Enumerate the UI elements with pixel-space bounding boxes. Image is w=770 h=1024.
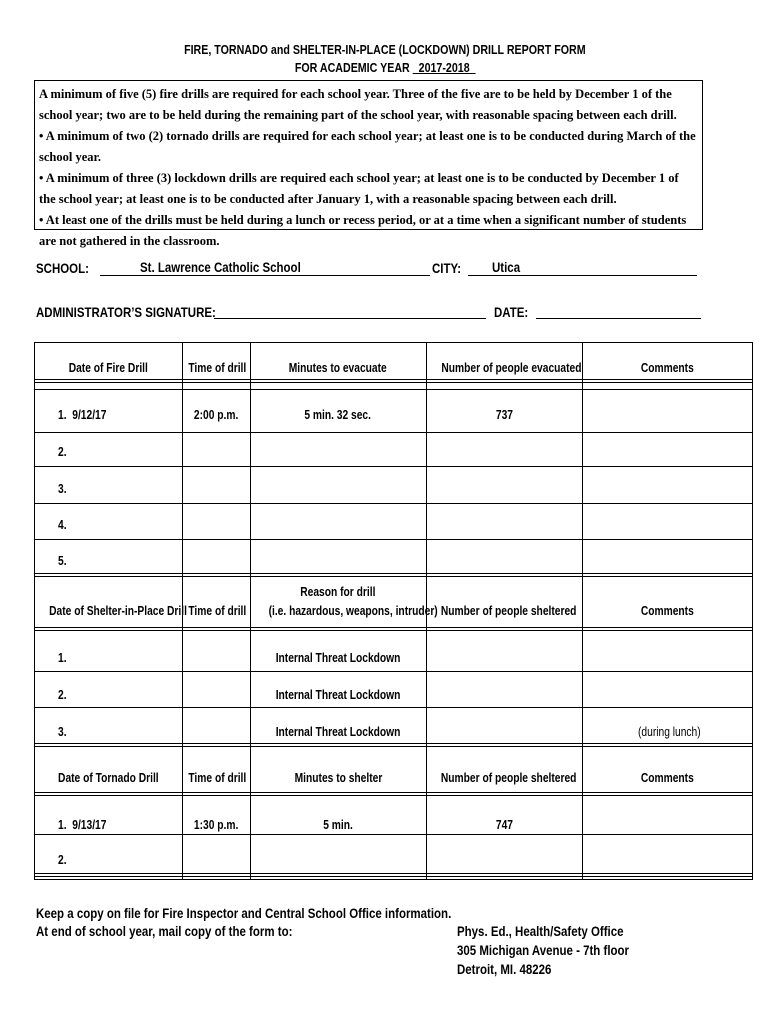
school-field[interactable] xyxy=(100,275,430,276)
footer-mail-instruction: At end of school year, mail copy of the form to: xyxy=(36,923,293,939)
fire-header-date: Date of Fire Drill xyxy=(68,361,148,375)
address-line-3: Detroit, MI. 48226 xyxy=(457,961,552,977)
fire-row-2-date[interactable]: 2. xyxy=(58,445,67,459)
academic-year-line xyxy=(0,60,770,75)
divider xyxy=(34,503,753,504)
mailing-address xyxy=(457,922,667,979)
shelter-row-3-reason[interactable]: Internal Threat Lockdown xyxy=(275,725,401,739)
requirement-fire: A minimum of five (5) fire drills are required for each school year. Three of the five are to be held by December 1 of the school year; two are to be held during the remaining part of the school year, with reasonable spacing between each drill. xyxy=(39,87,677,122)
divider xyxy=(34,671,753,672)
divider xyxy=(34,466,753,467)
fire-row-1-time[interactable]: 2:00 p.m. xyxy=(193,408,239,422)
school-value: St. Lawrence Catholic School xyxy=(140,259,301,275)
school-label: SCHOOL: xyxy=(36,260,89,276)
tornado-header-date: Date of Tornado Drill xyxy=(57,771,159,785)
tornado-row-1-date[interactable]: 1. 9/13/17 xyxy=(58,818,107,832)
fire-row-5-date[interactable]: 5. xyxy=(58,554,67,568)
fire-header-minutes: Minutes to evacuate xyxy=(289,361,387,375)
fire-row-1-comments[interactable] xyxy=(582,408,753,422)
divider xyxy=(34,379,753,383)
divider xyxy=(34,573,753,577)
shelter-header-date: Date of Shelter-in-Place Drill xyxy=(49,604,187,618)
divider xyxy=(34,834,753,835)
tornado-row-1-time[interactable]: 1:30 p.m. xyxy=(193,818,239,832)
fire-row-1-minutes[interactable]: 5 min. 32 sec. xyxy=(304,408,372,422)
academic-year-label: FOR ACADEMIC YEAR xyxy=(294,60,410,75)
address-line-1: Phys. Ed., Health/Safety Office xyxy=(457,923,624,939)
shelter-header-reason-examples: (i.e. hazardous, weapons, intruder) xyxy=(268,604,438,618)
city-label: CITY: xyxy=(432,260,462,276)
date-label: DATE: xyxy=(494,304,529,320)
fire-row-1-date[interactable]: 1. 9/12/17 xyxy=(58,408,107,422)
requirement-lockdown: • A minimum of three (3) lockdown drills are required each school year; at least one is to be conducted by December 1 of the school year; at least one is to be conducted after January 1, with a reasonable spacing between each drill. xyxy=(39,171,679,206)
shelter-row-1-reason[interactable]: Internal Threat Lockdown xyxy=(275,651,401,665)
fire-header-time: Time of drill xyxy=(188,361,247,375)
tornado-header-comments: Comments xyxy=(641,771,694,785)
shelter-row-1-date[interactable]: 1. xyxy=(58,651,67,665)
shelter-row-3-date[interactable]: 3. xyxy=(58,725,67,739)
fire-row-3-date[interactable]: 3. xyxy=(58,482,67,496)
tornado-header-people: Number of people sheltered xyxy=(440,771,577,785)
academic-year-value[interactable]: 2017-2018 xyxy=(418,60,470,75)
shelter-header-reason: Reason for drill xyxy=(300,585,376,599)
divider xyxy=(34,389,753,390)
tornado-header-minutes: Minutes to shelter xyxy=(294,771,382,785)
divider xyxy=(34,743,753,747)
signature-label: ADMINISTRATOR’S SIGNATURE: xyxy=(36,304,216,320)
shelter-row-2-reason[interactable]: Internal Threat Lockdown xyxy=(275,688,401,702)
divider xyxy=(34,792,753,796)
divider xyxy=(34,432,753,433)
footer-note: Keep a copy on file for Fire Inspector and Central School Office information. xyxy=(36,905,452,921)
shelter-row-2-date[interactable]: 2. xyxy=(58,688,67,702)
city-value: Utica xyxy=(492,259,521,275)
fire-row-1-people[interactable]: 737 xyxy=(495,408,513,422)
tornado-row-1-people[interactable]: 747 xyxy=(495,818,513,832)
shelter-row-3-comments[interactable]: (during lunch) xyxy=(638,725,701,739)
divider xyxy=(34,873,753,877)
tornado-row-1-minutes[interactable]: 5 min. xyxy=(323,818,353,832)
date-field[interactable] xyxy=(536,318,701,319)
shelter-header-time: Time of drill xyxy=(188,604,247,618)
form-title-line1: FIRE, TORNADO and SHELTER-IN-PLACE (LOCKDOWN) DRILL REPORT FORM xyxy=(184,42,586,57)
requirement-tornado: • A minimum of two (2) tornado drills are required for each school year; at least one is to be conducted during March of the school year. xyxy=(39,129,696,164)
city-field[interactable] xyxy=(468,275,697,276)
requirements-box xyxy=(34,80,703,248)
divider xyxy=(34,627,753,631)
shelter-header-people: Number of people sheltered xyxy=(440,604,577,618)
shelter-header-comments: Comments xyxy=(641,604,694,618)
tornado-header-time: Time of drill xyxy=(188,771,247,785)
address-line-2: 305 Michigan Avenue - 7th floor xyxy=(457,942,630,958)
divider xyxy=(34,539,753,540)
tornado-row-2-date[interactable]: 2. xyxy=(58,853,67,867)
signature-field[interactable] xyxy=(214,318,486,319)
form-title xyxy=(0,42,770,57)
requirement-lunch: • At least one of the drills must be held during a lunch or recess period, or at a time when a significant number of students are not gathered in the classroom. xyxy=(39,213,687,248)
fire-header-comments: Comments xyxy=(641,361,694,375)
divider xyxy=(34,707,753,708)
fire-row-4-date[interactable]: 4. xyxy=(58,518,67,532)
fire-header-people: Number of people evacuated xyxy=(441,361,582,375)
